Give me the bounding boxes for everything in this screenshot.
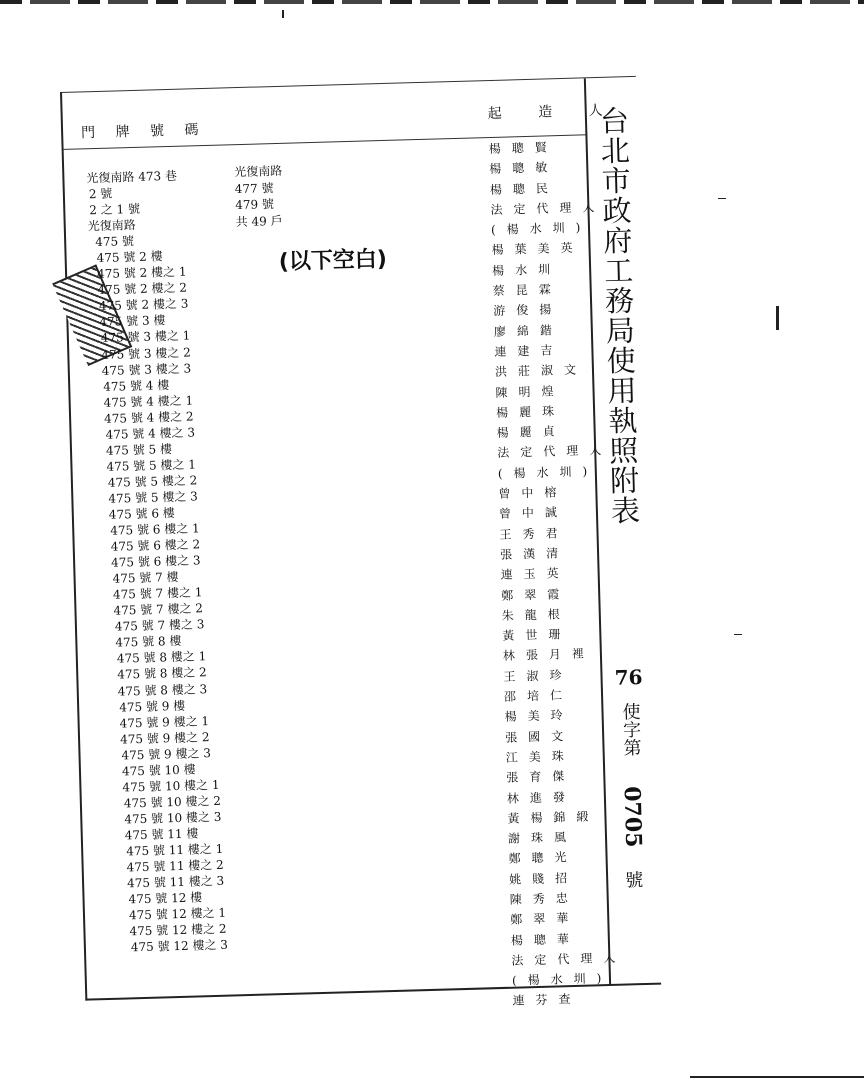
address-row: 475 號 12 樓之 2 (129, 921, 227, 939)
address-row: 475 號 12 樓之 1 (128, 905, 227, 923)
address-row: 475 號 8 樓 (115, 634, 182, 651)
owner-row: 邵培仁 (503, 687, 574, 704)
address-row: 2 號 (88, 186, 113, 202)
address-row: 475 號 7 樓之 1 (112, 585, 203, 602)
address-row: 共 49 戶 (235, 213, 283, 229)
owner-row: 王淑珍 (503, 667, 573, 684)
address-column-a (86, 166, 258, 956)
owner-row: 法定代理人 (490, 199, 606, 217)
address-row: 475 號 10 樓之 3 (124, 809, 222, 827)
doc-word: 使字第 (619, 702, 642, 757)
doc-year: 76 (614, 664, 643, 690)
owner-row: 謝珠風 (507, 829, 578, 846)
address-row: 475 號 6 樓之 2 (110, 537, 201, 554)
scan-edge-bottom (690, 1076, 864, 1078)
owner-row: 楊麗珠 (495, 403, 566, 420)
owner-row: 江美珠 (505, 748, 575, 765)
owner-row: (楊水圳) (490, 220, 592, 238)
address-row: 475 號 2 樓之 2 (97, 280, 188, 298)
owner-row: 楊水圳 (491, 261, 562, 278)
address-row: 光復南路 473 巷 (86, 168, 178, 186)
owner-row: 林進發 (506, 789, 577, 806)
owner-row: 黃世珊 (502, 627, 572, 643)
address-row: 光復南路 (87, 218, 136, 234)
address-row: 475 號 12 樓之 3 (130, 937, 229, 955)
address-row: 475 號 10 樓之 2 (123, 793, 222, 811)
document-title: 台北市政府工務局使用執照附表 (595, 105, 642, 526)
address-row: 475 號 6 樓之 3 (110, 553, 201, 570)
owner-row: 姚賤招 (508, 870, 579, 887)
address-row: 475 號 3 樓 (99, 313, 166, 330)
scan-edge-top (0, 0, 864, 4)
address-row: 475 號 10 樓之 1 (122, 777, 220, 795)
address-row: 475 號 12 樓 (128, 890, 203, 907)
doc-serial: 0705 (618, 786, 647, 849)
owner-row: 法定代理人 (497, 443, 613, 461)
owner-row: 曾中榕 (498, 485, 568, 501)
header-owner: 起 造 人 (487, 102, 619, 123)
owner-row: 楊美玲 (504, 708, 574, 725)
address-row: 475 號 8 樓之 2 (117, 665, 207, 683)
address-row: 475 號 7 樓之 2 (113, 601, 204, 618)
owner-row: 陳秀忠 (509, 890, 579, 907)
address-row: 475 號 9 樓之 2 (119, 729, 210, 747)
address-row: 475 號 7 樓之 3 (114, 617, 205, 634)
address-row: 475 號 4 樓之 3 (105, 425, 196, 442)
owner-row: 楊葉美英 (491, 240, 584, 258)
owner-row: 黃楊錦緞 (507, 809, 600, 826)
owner-row: 林張月裡 (502, 646, 596, 664)
address-row: 475 號 11 樓之 1 (126, 841, 224, 859)
owner-row: 鄭聰光 (508, 850, 578, 867)
owner-row: 楊聰敏 (489, 160, 559, 177)
owner-row: (楊水圳) (511, 971, 613, 988)
owner-row: 洪莊淑文 (494, 362, 588, 380)
document-page (60, 76, 661, 1009)
address-row: 479 號 (235, 197, 275, 213)
address-row: 475 號 11 樓 (124, 826, 199, 843)
address-row: 475 號 (95, 234, 135, 250)
owner-row: 連芬查 (512, 992, 582, 1009)
scan-speck (776, 306, 779, 330)
owner-row: 廖綿鍇 (493, 322, 564, 339)
address-row: 475 號 2 樓之 3 (98, 296, 189, 314)
document-number (608, 665, 655, 900)
address-row: 光復南路 (234, 163, 283, 180)
header-address: 門 牌 號 碼 (80, 121, 207, 142)
owner-row: 張育傑 (506, 769, 576, 786)
address-row: 475 號 3 樓之 1 (100, 328, 191, 346)
address-column-b (234, 163, 284, 230)
owner-row: 曾中誠 (498, 505, 569, 522)
blank-note: (以下空白) (278, 246, 388, 275)
address-row: 475 號 8 樓之 3 (117, 681, 208, 699)
address-row: 475 號 6 樓之 1 (110, 521, 200, 538)
owner-row: 張國文 (504, 728, 575, 745)
address-row: 475 號 7 樓 (112, 570, 179, 586)
owner-row: (楊水圳) (497, 463, 599, 481)
address-row: 475 號 9 樓 (119, 698, 186, 715)
owner-row: 連玉英 (500, 566, 570, 583)
owner-row: 陳明煌 (495, 383, 565, 400)
owner-row: 王秀君 (499, 525, 569, 542)
owner-row: 連建吉 (494, 343, 564, 359)
owner-row: 鄭翠華 (510, 911, 580, 928)
owner-row: 朱龍根 (501, 606, 571, 623)
address-row: 475 號 5 樓之 2 (107, 473, 198, 490)
owner-row: 游俊揚 (493, 302, 563, 319)
doc-suffix: 號 (624, 870, 644, 892)
address-row: 475 號 9 樓之 1 (119, 713, 210, 731)
address-row: 2 之 1 號 (89, 201, 141, 218)
scan-speck (734, 634, 742, 635)
address-row: 475 號 4 樓之 2 (103, 409, 194, 426)
address-row: 475 號 6 樓 (108, 505, 175, 522)
address-row: 477 號 (234, 180, 274, 196)
address-row: 475 號 5 樓 (105, 441, 173, 458)
owner-row: 楊麗貞 (496, 424, 566, 441)
address-row: 475 號 8 樓之 1 (116, 649, 207, 667)
address-row: 475 號 2 樓之 1 (96, 264, 187, 282)
address-row: 475 號 4 樓 (103, 377, 170, 394)
address-row: 475 號 10 樓 (121, 762, 196, 779)
owner-row: 法定代理人 (511, 950, 627, 968)
address-row: 475 號 2 樓 (96, 249, 163, 266)
address-row: 475 號 3 樓之 2 (101, 344, 191, 362)
owner-row: 楊聰民 (489, 180, 560, 197)
address-row: 475 號 11 樓之 3 (126, 873, 225, 891)
owner-row: 楊聰賢 (488, 140, 558, 157)
address-row: 475 號 4 樓之 1 (103, 393, 194, 410)
address-row: 475 號 5 樓之 1 (106, 457, 197, 474)
scan-speck (718, 198, 726, 199)
owner-row: 楊聰華 (510, 931, 581, 948)
address-row: 475 號 9 樓之 3 (121, 745, 212, 763)
scan-speck (282, 10, 284, 18)
owner-row: 蔡昆霖 (492, 282, 562, 299)
address-row: 475 號 11 樓之 2 (126, 857, 224, 875)
address-row: 475 號 3 樓之 3 (101, 361, 192, 378)
owner-row: 張漢清 (499, 545, 570, 562)
owner-row: 鄭翠霞 (501, 586, 571, 603)
address-row: 475 號 5 樓之 3 (108, 489, 198, 506)
